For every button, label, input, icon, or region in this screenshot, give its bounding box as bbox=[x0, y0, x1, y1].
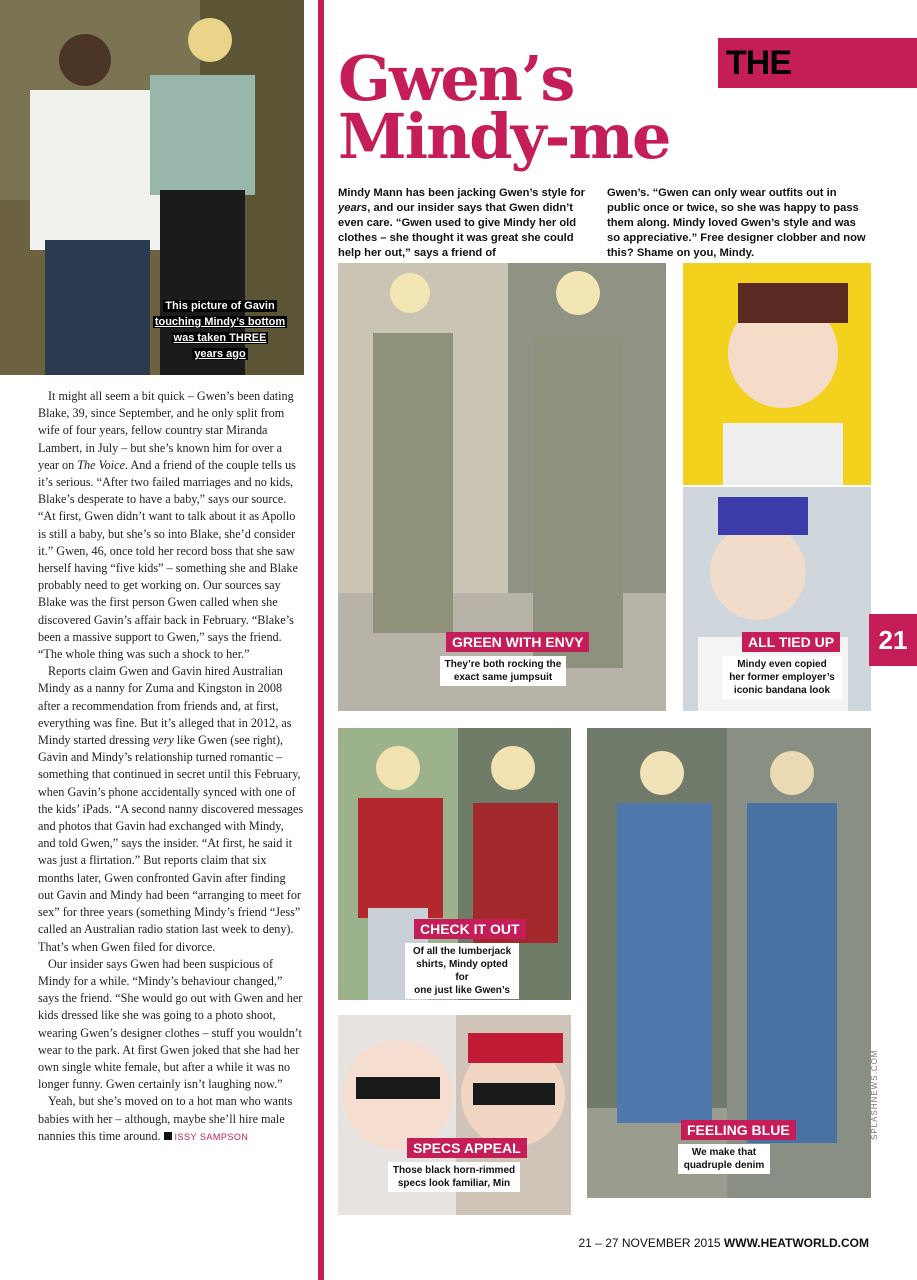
top-caption-line4: years ago bbox=[194, 348, 246, 360]
caption-check-text: Of all the lumberjack shirts, Mindy opted for one just like Gwen’s bbox=[405, 943, 519, 999]
end-mark-icon bbox=[164, 1132, 172, 1140]
caption-blue-title: FEELING BLUE bbox=[681, 1120, 796, 1140]
byline: ISSY SAMPSON bbox=[174, 1131, 249, 1142]
footer-site: WWW.HEATWORLD.COM bbox=[723, 1236, 869, 1250]
page-number: 21 bbox=[869, 614, 917, 666]
caption-green-text: They’re both rocking the exact same jumpsuit bbox=[440, 656, 566, 686]
article-body bbox=[38, 388, 304, 1146]
footer-dates: 21 – 27 NOVEMBER 2015 bbox=[578, 1236, 721, 1250]
section-the: THE bbox=[726, 44, 791, 82]
caption-green-title: GREEN WITH ENVY bbox=[446, 632, 589, 652]
section-famous: FAMOUS bbox=[726, 94, 866, 132]
caption-check-title: CHECK IT OUT bbox=[414, 919, 526, 939]
top-photo-caption bbox=[140, 298, 300, 362]
caption-specs-text: Those black horn-rimmed specs look familiar, Min bbox=[388, 1162, 520, 1192]
top-caption-line2: touching Mindy’s bottom bbox=[154, 316, 286, 328]
caption-specs-title: SPECS APPEAL bbox=[407, 1138, 527, 1158]
footer bbox=[579, 1236, 870, 1250]
column-divider bbox=[318, 0, 324, 1280]
photo-bandana-gwen bbox=[683, 263, 871, 485]
body-paragraph-2: Reports claim Gwen and Gavin hired Australian Mindy as a nanny for Zuma and Kingston in 2008 after a recommendation from friends and, at first, everything was fine. But it’s alleged that in 2012, as Mindy started dressing very like Gwen (see right), Gavin and Mindy’s relationship turned romantic – something that continued in secret until this February, when Gavin’s phone accidentally synced with one of the kids’ iPads. “A second nanny discovered messages and photos that Gavin had exchanged with Mindy, and told Gwen,” says the insider. “At first, he said it was just a flirtation.” But reports claim that six months later, Gwen confronted Gavin after finding out Gavin and Mindy had been “arranging to meet for sex” for three years (something Mindy’s friend “Jess” called an Australian radio station last week to deny). That’s when Gwen filed for divorce. bbox=[38, 664, 304, 954]
section-tab bbox=[718, 38, 917, 132]
headline-line1: Gwen’s bbox=[338, 42, 574, 115]
body-paragraph-4: Yeah, but she’s moved on to a hot man who wants babies with her – although, maybe she’ll hire male nannies this time around. ISSY SAMPSON bbox=[38, 1094, 293, 1143]
caption-blue-text: We make that quadruple denim bbox=[678, 1144, 770, 1174]
body-paragraph-1: It might all seem a bit quick – Gwen’s been dating Blake, 39, since September, and he only split from wife of four years, fellow country star Miranda Lambert, in July – but she’s known him for over a year on The Voice. And a friend of the couple tells us it’s serious. “After two failed marriages and no kids, Blake’s desperate to have a baby,” says our source. “At first, Gwen didn’t want to talk about it as Apollo is still a baby, but she’s so into Blake, she’d consider it.” Gwen, 46, once told her record boss that she saw herself having “five kids” – something she and Blake probably need to get working on. Our sources say Blake was the first person Gwen called when she discovered Gavin’s affair back in February. “Blake’s been a massive support to Gwen,” says the friend. “The whole thing was such a shock to her.” bbox=[38, 389, 298, 662]
intro-col2: Gwen’s. “Gwen can only wear outfits out in public once or twice, so she was happy to pass them along. Mindy loved Gwen’s style and was so appreciative.” Free designer clobber and now this? Shame on you, Mindy. bbox=[607, 187, 866, 259]
headline bbox=[338, 42, 670, 173]
caption-tied-title: ALL TIED UP bbox=[742, 632, 840, 652]
top-caption-line3: was taken THREE bbox=[173, 332, 267, 344]
body-paragraph-3: Our insider says Gwen had been suspicious of Mindy for a while. “Mindy’s behaviour changed,” says the friend. “She would go out with Gwen and her kids dressed like she was going to a photo shoot, wearing Gwen’s designer clothes – stuff you wouldn’t wear to the park. At first Gwen joked that she had her own single white female, but after a while it was no longer funny. Gwen certainly isn’t laughing now.” bbox=[38, 956, 303, 1092]
intro-col1: Mindy Mann has been jacking Gwen’s style for years, and our insider says that Gwen didn’t even care. “Gwen used to give Mindy her old clothes – she thought it was great she could help her out,” says a friend of bbox=[338, 187, 586, 259]
caption-tied-text: Mindy even copied her former employer’s iconic bandana look bbox=[722, 656, 842, 699]
top-caption-line1: This picture of Gavin bbox=[165, 300, 275, 312]
headline-line2: Mindy-me bbox=[338, 100, 670, 173]
photo-credit: SPLASHNEWS.COM bbox=[870, 1049, 879, 1140]
